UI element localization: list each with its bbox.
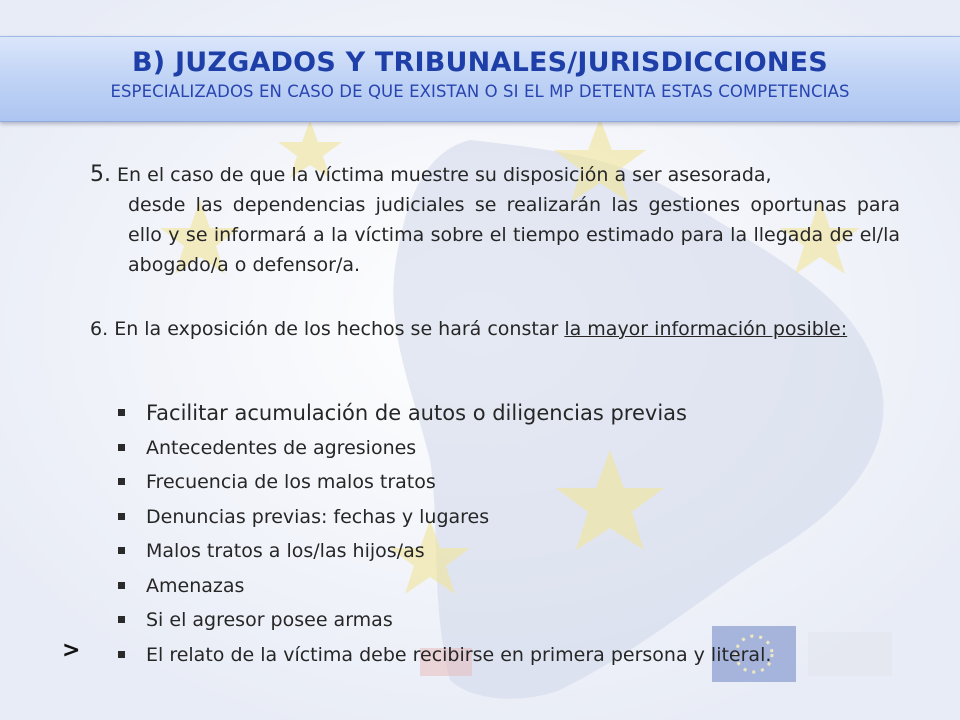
item-6-text: En la exposición de los hechos se hará constar (114, 318, 559, 340)
next-arrow-icon[interactable]: > (62, 638, 81, 663)
bullet-square-icon (118, 651, 125, 658)
page-title: B) JUZGADOS Y TRIBUNALES/JURISDICCIONES (132, 47, 828, 78)
item-5-number: 5. (90, 162, 111, 187)
item-6-underlined: la mayor información posible: (564, 318, 848, 340)
list-item: Malos tratos a los/las hijos/as (118, 536, 771, 571)
bullet-list (118, 398, 771, 674)
bullet-square-icon (118, 616, 125, 623)
list-item: Antecedentes de agresiones (118, 433, 771, 468)
bullet-square-icon (118, 444, 125, 451)
list-item: El relato de la víctima debe recibirse en primera persona y literal. (118, 640, 771, 675)
item-6 (90, 314, 900, 344)
list-item: Denuncias previas: fechas y lugares (118, 502, 771, 537)
list-item: Frecuencia de los malos tratos (118, 467, 771, 502)
page-subtitle: ESPECIALIZADOS EN CASO DE QUE EXISTAN O SI EL MP DETENTA ESTAS COMPETENCIAS (110, 82, 850, 101)
item-5-text-first: En el caso de que la víctima muestre su disposición a ser asesorada, (117, 164, 772, 186)
list-item: Amenazas (118, 571, 771, 606)
item-5-text-rest: desde las dependencias judiciales se realizarán las gestiones oportunas para ello y se informará a la víctima sobre el tiempo estimado para la llegada de el/la abogado/a o defensor/a. (128, 194, 900, 276)
item-5 (90, 160, 900, 280)
bullet-square-icon (118, 547, 125, 554)
bullet-square-icon (118, 513, 125, 520)
bullet-square-icon (118, 582, 125, 589)
bullet-square-icon (118, 409, 125, 416)
list-item: Si el agresor posee armas (118, 605, 771, 640)
bullet-square-icon (118, 478, 125, 485)
item-6-number: 6. (90, 318, 109, 340)
list-item: Facilitar acumulación de autos o diligencias previas (118, 398, 771, 433)
